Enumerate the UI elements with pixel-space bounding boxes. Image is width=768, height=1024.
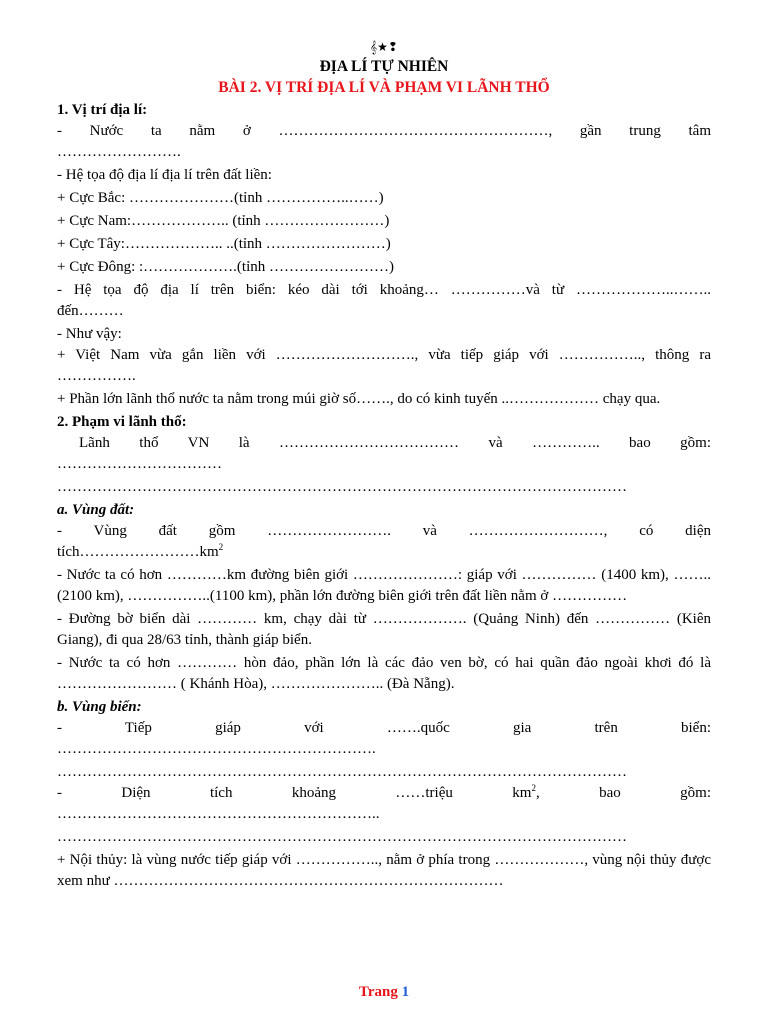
s2-a2: - Nước ta có hơn …………km đường biên giới …………………: giáp với …………… (1400 km), ……..(2100 km), ……………..(1100 km), phần lớn đường biên giới trên đất liền nằm ở …………… [57, 567, 711, 604]
s2-b2a: - Diện tích khoảng ……triệu $km^2$, bao gồm: [57, 783, 711, 801]
lesson-title: BÀI 2. VỊ TRÍ ĐỊA LÍ VÀ PHẠM VI LÃNH THỔ [218, 79, 550, 96]
s1-cuc-bac: + Cực Bắc: …………………(tỉnh ……………..……) [57, 190, 384, 206]
s1-cuc-tay: + Cực Tây:……………….. ..(tỉnh ……………………) [57, 236, 391, 252]
section2-heading: 2. Phạm vi lãnh thổ: [57, 414, 187, 430]
section1-heading: 1. Vị trí địa lí: [57, 102, 148, 118]
s1-line9a: + Việt Nam vừa gắn liền với ………………………., vừa tiếp giáp với …………….., thông ra [57, 347, 711, 363]
s1-line1b: ……………………. [57, 144, 181, 160]
s1-line9b: ……………. [57, 368, 136, 384]
page-number: 1 [401, 984, 410, 1000]
s2-line1c: …………………………………………………………………………………………………… [57, 479, 627, 495]
s1-line7a: - Hệ tọa độ địa lí trên biển: kéo dài tới khoảng… ……………và từ ………………..…….. [57, 282, 711, 298]
s1-line8: - Như vậy: [57, 326, 122, 342]
s1-cuc-nam: + Cực Nam:……………….. (tỉnh ……………………) [57, 213, 390, 229]
vung-dat-heading: a. Vùng đất: [57, 502, 135, 518]
header-ornament: 𝄞★❢ [370, 40, 398, 54]
subject-title: ĐỊA LÍ TỰ NHIÊN [319, 58, 449, 75]
s1-line10: + Phần lớn lãnh thổ nước ta nằm trong múi giờ số……., do có kinh tuyến ..……………… chạy qua. [57, 391, 661, 407]
s1-line7b: đến……… [57, 303, 124, 319]
s1-line1a: - Nước ta nằm ở ………………………………………………, gần trung tâm [57, 123, 711, 139]
s2-a1a: - Vùng đất gồm ……………………. và ………………………, có diện [57, 523, 711, 539]
s2-b1c: …………………………………………………………………………………………………… [57, 764, 627, 780]
s2-b2b: ……………………………………………………….. [57, 806, 380, 822]
s2-b2c: …………………………………………………………………………………………………… [57, 829, 627, 845]
footer-label: Trang [358, 984, 398, 1000]
page-content [57, 36, 711, 892]
page-footer [0, 984, 768, 1001]
s1-line2: - Hệ tọa độ địa lí địa lí trên đất liền: [57, 167, 272, 183]
s2-line1b: …………………………… [57, 456, 222, 472]
s2-b1a: - Tiếp giáp với …….quốc gia trên biển: [57, 720, 711, 736]
vung-bien-heading: b. Vùng biển: [57, 699, 142, 715]
s2-a1b: $tích\dots\dots\dots\dots\dots\dots\dots\dots km^2$ [57, 542, 224, 560]
s2-b3: + Nội thủy: là vùng nước tiếp giáp với …………….., nằm ở phía trong ………………, vùng nội thủy được xem như …………………………………………………………………… [57, 852, 711, 889]
s2-a3: - Đường bờ biển dài ………… km, chạy dài từ ………………. (Quảng Ninh) đến …………… (Kiên Giang), đi qua 28/63 tỉnh, thành giáp biển. [57, 611, 711, 648]
s2-line1a: Lãnh thổ VN là ……………………………… và ………….. bao gồm: [79, 435, 711, 451]
s1-cuc-dong: + Cực Đông: :……………….(tỉnh ……………………) [57, 259, 394, 275]
s2-b1b: ………………………………………………………. [57, 741, 376, 757]
s2-a4: - Nước ta có hơn ………… hòn đảo, phần lớn là các đảo ven bờ, có hai quần đảo ngoài khơi đó là …………………… ( Khánh Hòa), ………………….. (Đà Nẵng). [57, 655, 711, 692]
